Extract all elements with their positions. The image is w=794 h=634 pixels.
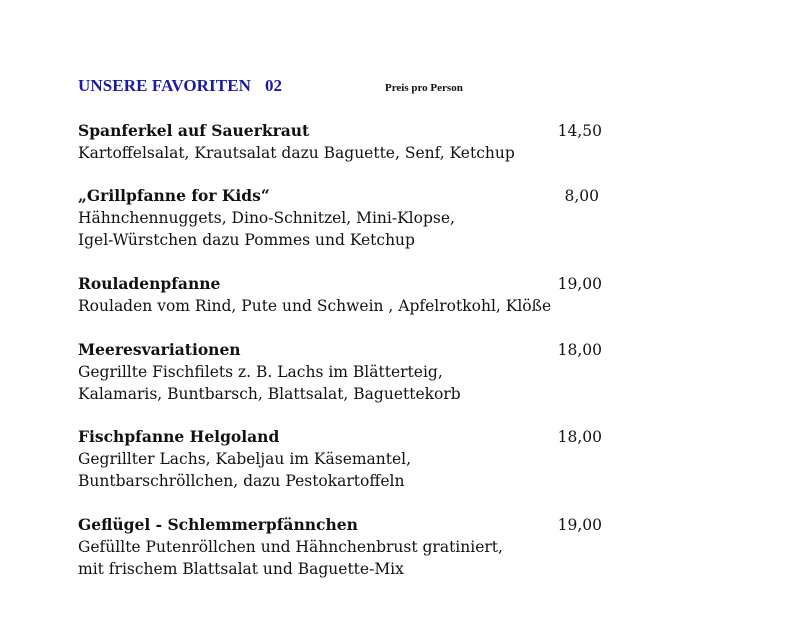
menu-item-gefluegel — [78, 514, 608, 580]
menu-item-spanferkel — [78, 120, 608, 164]
menu-item-description: Igel-Würstchen dazu Pommes und Ketchup — [78, 231, 415, 249]
menu-item-description: mit frischem Blattsalat und Baguette-Mix — [78, 560, 404, 578]
menu-item-price: 19,00 — [557, 275, 602, 293]
section-title: UNSERE FAVORITEN — [78, 76, 252, 95]
menu-item-description: Rouladen vom Rind, Pute und Schwein , Apfelrotkohl, Klöße — [78, 297, 552, 315]
menu-header — [78, 76, 638, 100]
menu-item-price: 18,00 — [557, 341, 602, 359]
menu-item-description: Gefüllte Putenröllchen und Hähnchenbrust gratiniert, — [78, 538, 503, 556]
menu-item-grillpfanne-kids — [78, 185, 608, 251]
menu-item-price: 19,00 — [557, 516, 602, 534]
menu-item-description: Kalamaris, Buntbarsch, Blattsalat, Baguettekorb — [78, 385, 461, 403]
menu-item-rouladenpfanne — [78, 273, 608, 317]
menu-item-name: Meeresvariationen — [78, 340, 241, 359]
price-note: Preis pro Person — [385, 82, 463, 94]
menu-item-price: 14,50 — [557, 122, 602, 140]
menu-item-description: Hähnchennuggets, Dino-Schnitzel, Mini-Klopse, — [78, 209, 455, 227]
menu-item-price: 8,00 — [564, 187, 599, 205]
menu-item-price: 18,00 — [557, 428, 602, 446]
menu-item-description: Gegrillter Lachs, Kabeljau im Käsemantel, — [78, 450, 412, 468]
menu-item-description: Buntbarschröllchen, dazu Pestokartoffeln — [78, 472, 405, 490]
menu-item-name: „Grillpfanne for Kids“ — [78, 186, 270, 205]
page-number: 02 — [265, 76, 282, 95]
menu-item-name: Fischpfanne Helgoland — [78, 427, 280, 446]
menu-item-name: Geflügel - Schlemmerpfännchen — [78, 515, 358, 534]
menu-item-description: Gegrillte Fischfilets z. B. Lachs im Blätterteig, — [78, 363, 443, 381]
menu-item-description: Kartoffelsalat, Krautsalat dazu Baguette, Senf, Ketchup — [78, 144, 515, 162]
menu-item-name: Spanferkel auf Sauerkraut — [78, 121, 310, 140]
menu-item-name: Rouladenpfanne — [78, 274, 221, 293]
menu-item-meeresvariationen — [78, 339, 608, 405]
menu-item-fischpfanne-helgoland — [78, 426, 608, 492]
